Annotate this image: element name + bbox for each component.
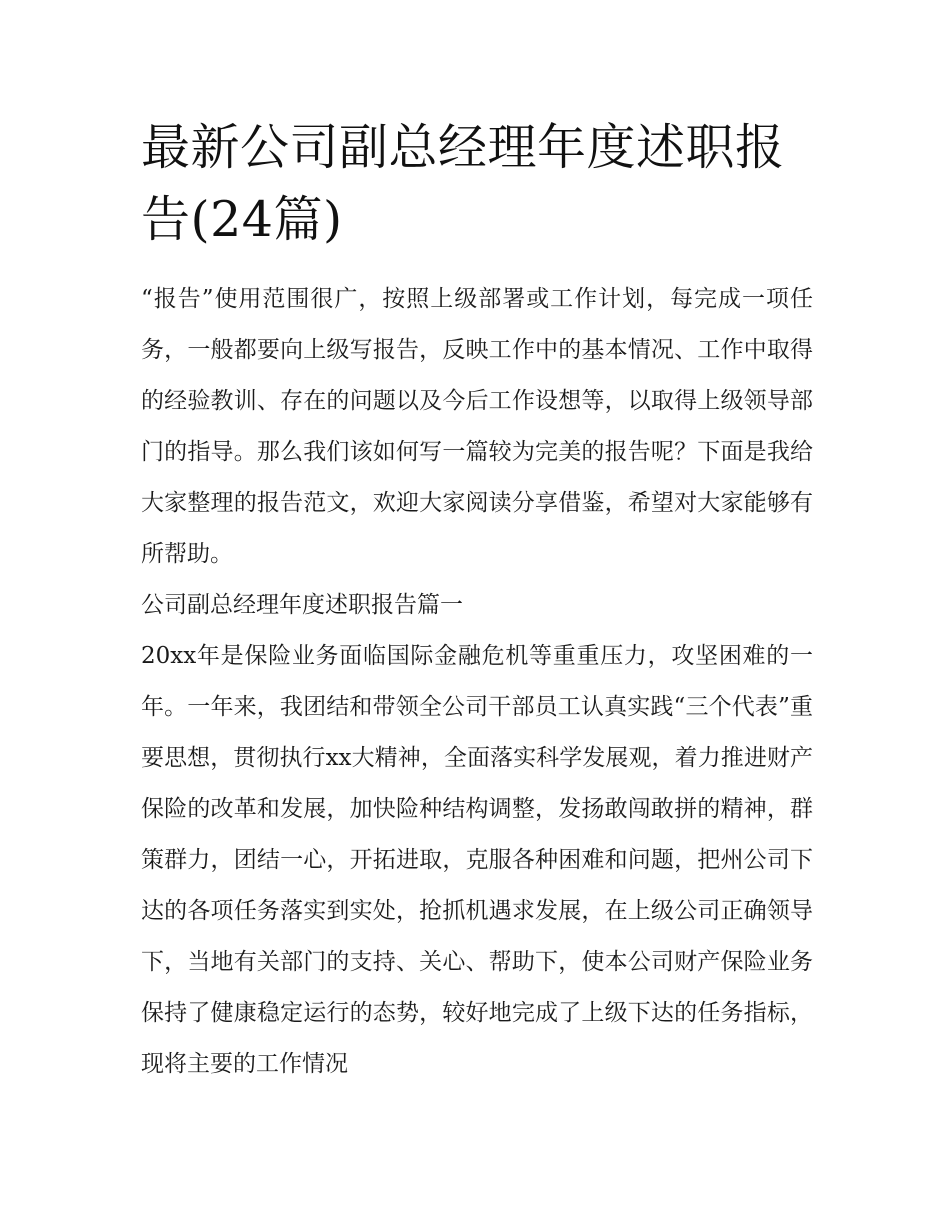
document-content	[141, 112, 813, 1090]
body-paragraph: 20xx年是保险业务面临国际金融危机等重重压力，攻坚困难的一年。一年来，我团结和带领全公司干部员工认真实践“三个代表”重要思想，贯彻执行xx大精神，全面落实科学发展观，着力推进财产保险的改革和发展，加快险种结构调整，发扬敢闯敢拼的精神，群策群力，团结一心，开拓进取，克服各种困难和问题，把州公司下达的各项任务落实到实处，抢抓机遇求发展，在上级公司正确领导下，当地有关部门的支持、关心、帮助下，使本公司财产保险业务保持了健康稳定运行的态势，较好地完成了上级下达的任务指标，现将主要的工作情况	[141, 643, 813, 1077]
intro-paragraph: “报告”使用范围很广，按照上级部署或工作计划，每完成一项任务，一般都要向上级写报告，反映工作中的基本情况、工作中取得的经验教训、存在的问题以及今后工作设想等，以取得上级领导部门的指导。那么我们该如何写一篇较为完美的报告呢？下面是我给大家整理的报告范文，欢迎大家阅读分享借鉴，希望对大家能够有所帮助。	[141, 286, 813, 567]
document-title: 最新公司副总经理年度述职报告(24篇)	[141, 119, 785, 248]
section-heading: 公司副总经理年度述职报告篇一	[141, 592, 463, 618]
